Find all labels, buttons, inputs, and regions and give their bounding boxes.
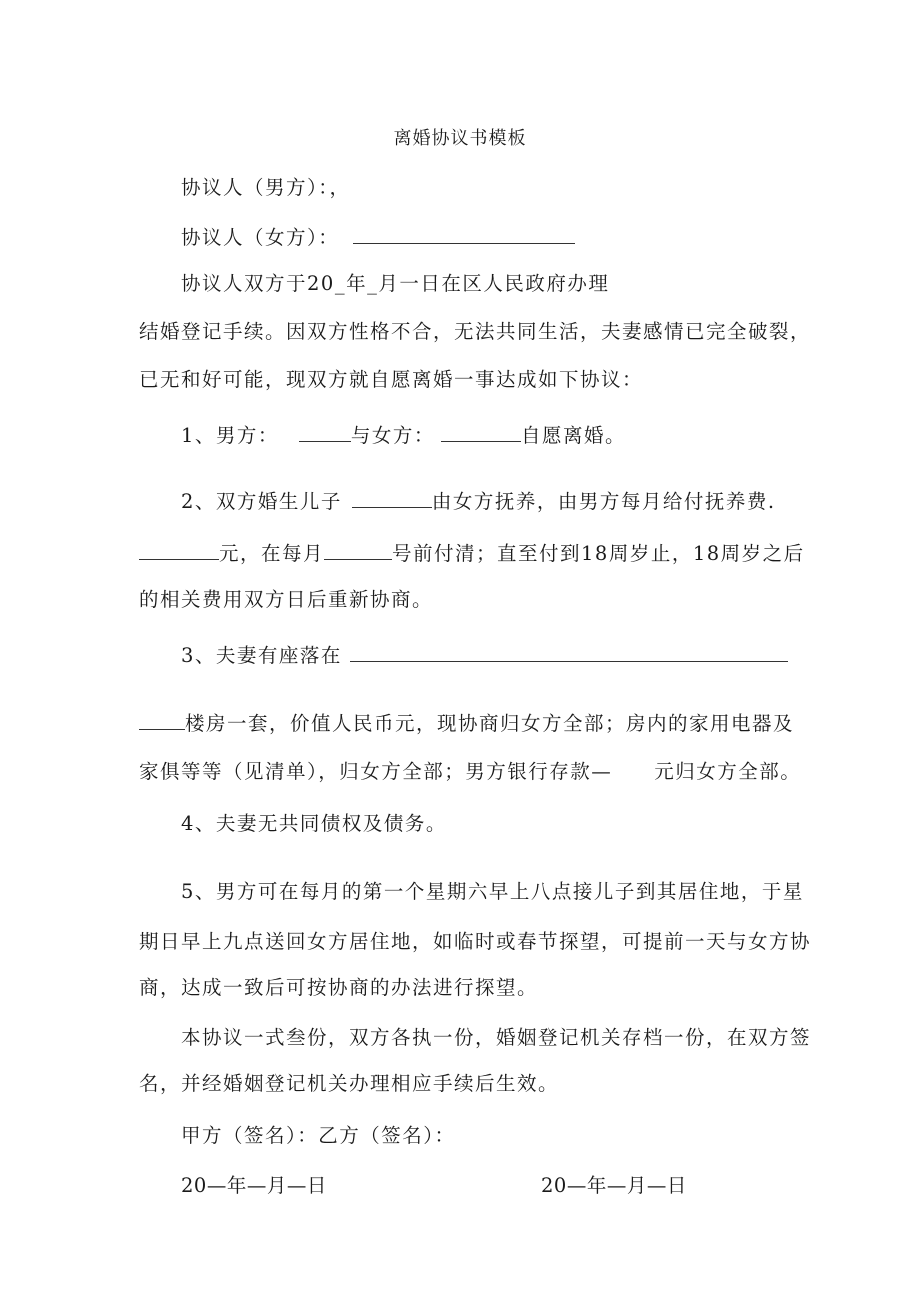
clause-3-line-1: [181, 640, 788, 668]
clause-3-line-2-text: 楼房一套，价值人民币元，现协商归女方全部；房内的家用电器及: [185, 712, 795, 735]
signature-labels: 甲方（签名）：乙方（签名）：: [181, 1124, 456, 1147]
party-female-blank: [353, 223, 575, 244]
female-name-blank: [441, 421, 521, 442]
clause-4: 4、夫妻无共同债权及债务。: [181, 812, 447, 835]
property-detail-blank: [139, 709, 185, 730]
party-male-value: ，: [329, 176, 351, 199]
son-name-blank: [352, 487, 432, 508]
clause-1-middle: 与女方：: [350, 424, 435, 447]
clause-1-prefix: 1、男方：: [181, 424, 279, 447]
intro-line-2: 结婚登记手续。因双方性格不合，无法共同生活，夫妻感情已完全破裂，: [139, 320, 812, 343]
party-male-label: 协议人（男方）：: [181, 176, 330, 199]
support-amount-blank: [139, 539, 219, 560]
party-female-label: 协议人（女方）：: [181, 226, 340, 249]
signature-date-left: 20—年—月—日: [181, 1174, 327, 1197]
clause-1-suffix: 自愿离婚。: [520, 424, 626, 447]
closing-line-2: 名，并经婚姻登记机关办理相应手续后生效。: [139, 1072, 560, 1095]
party-female-line: [181, 222, 575, 250]
clause-3-prefix: 3、夫妻有座落在: [181, 644, 342, 667]
party-male-line: [181, 172, 351, 200]
document-title: 离婚协议书模板: [393, 128, 527, 149]
clause-3-line-2: [139, 708, 794, 736]
clause-5-line-1: 5、男方可在每月的第一个星期六早上八点接儿子到其居住地，于星: [181, 880, 804, 903]
clause-2-line-3: 的相关费用双方日后重新协商。: [139, 588, 434, 611]
pay-day-blank: [324, 539, 392, 560]
signature-date-right: 20—年—月—日: [541, 1174, 687, 1197]
clause-3-line-3: 家俱等等（见清单），归女方全部；男方银行存款— 元归女方全部。: [139, 760, 802, 783]
clause-5-line-3: 商，达成一致后可按协商的办法进行探望。: [139, 976, 539, 999]
clause-1: [181, 420, 626, 448]
clause-2-prefix: 2、双方婚生儿子: [181, 490, 342, 513]
clause-2-line-2: [139, 538, 805, 566]
intro-line-3: 已无和好可能，现双方就自愿离婚一事达成如下协议：: [139, 368, 644, 391]
clause-2-line-1: [181, 486, 776, 514]
clause-2-before-paid: 号前付清；直至付到18周岁止，18周岁之后: [392, 542, 805, 565]
intro-line-1: 协议人双方于20_年_月一日在区人民政府办理: [181, 272, 610, 295]
clause-5-line-2: 期日早上九点送回女方居住地，如临时或春节探望，可提前一天与女方协: [139, 930, 812, 953]
clause-2-after-son: 由女方抚养，由男方每月给付抚养费.: [431, 490, 776, 513]
clause-2-yuan: 元，在每月: [219, 542, 325, 565]
male-name-blank: [299, 421, 351, 442]
property-location-blank: [350, 641, 788, 662]
closing-line-1: 本协议一式叁份，双方各执一份，婚姻登记机关存档一份，在双方签: [181, 1026, 812, 1049]
